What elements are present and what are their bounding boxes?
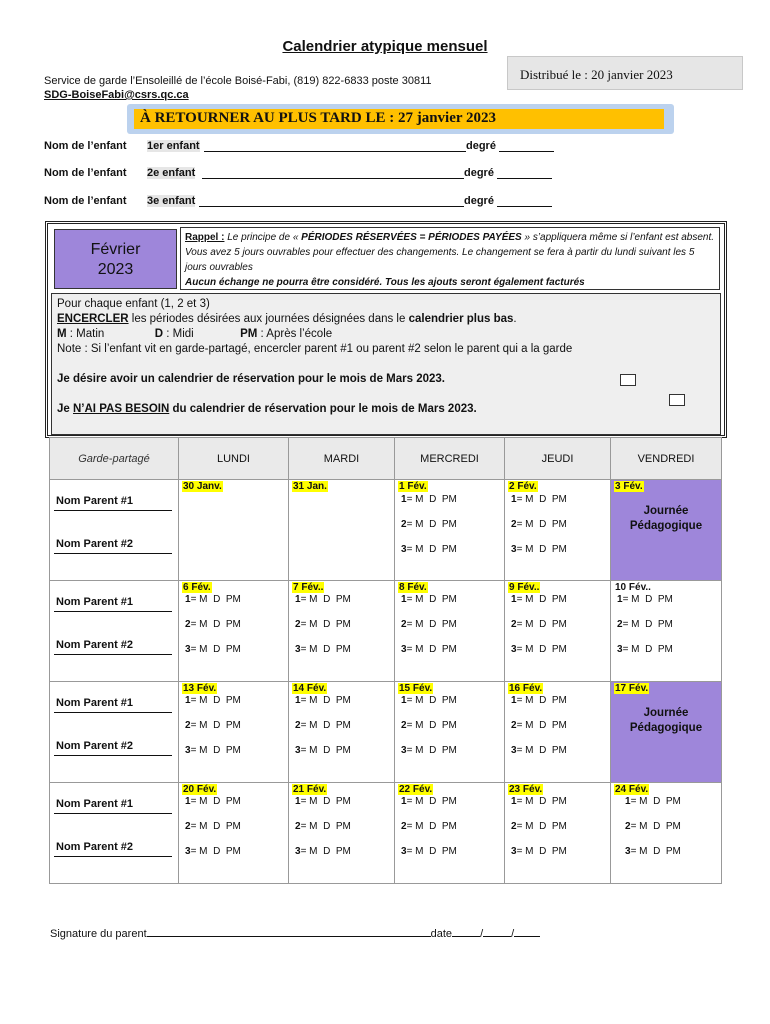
- date-label: date: [430, 928, 453, 940]
- day-cell: [289, 682, 395, 783]
- day-date: 30 Janv.: [183, 481, 222, 492]
- child-3-options[interactable]: 3= M D PM: [185, 846, 241, 857]
- no-need-checkbox[interactable]: [669, 394, 685, 406]
- page-title: Calendrier atypique mensuel: [282, 38, 488, 55]
- date-day-field[interactable]: [452, 927, 480, 937]
- parent-2-field[interactable]: [54, 654, 172, 655]
- legend-pm: PM: [240, 328, 258, 340]
- pedagogical-label: [611, 504, 721, 534]
- week-row: [50, 682, 722, 783]
- child-3-options[interactable]: 3= M D PM: [401, 846, 457, 857]
- reminder-box: [180, 227, 720, 290]
- day-date: 20 Fév.: [183, 784, 217, 795]
- day-date: 15 Fév.: [399, 683, 433, 694]
- day-cell: [611, 783, 722, 884]
- parent-1-field[interactable]: [54, 611, 172, 612]
- child-ordinal: 1er enfant: [147, 140, 200, 152]
- week-row: [50, 783, 722, 884]
- day-cell: [289, 783, 395, 884]
- ped-line-1: Journée: [643, 505, 689, 517]
- email-link[interactable]: SDG-BoiseFabi@csrs.qc.ca: [44, 89, 189, 101]
- child-3-options[interactable]: 3= M D PM: [617, 644, 673, 655]
- day-date: 16 Fév.: [509, 683, 543, 694]
- no-need-rest: du calendrier de réservation pour le mois de Mars 2023.: [169, 403, 477, 415]
- signature-label: Signature du parent: [50, 928, 147, 940]
- child-row-3: [44, 195, 494, 207]
- note-line: Note : Si l’enfant vit en garde-partagé, encercler parent #1 ou parent #2 selon le parent qui a la garde: [57, 343, 573, 355]
- day-date: 1 Fév.: [399, 481, 427, 492]
- degree-label: degré: [464, 167, 494, 179]
- child-2-options[interactable]: 2= M D PM: [511, 619, 567, 630]
- week-row: [50, 581, 722, 682]
- child-row-2: [44, 167, 494, 179]
- degree-field[interactable]: [497, 195, 552, 207]
- child-label: Nom de l’enfant: [44, 140, 127, 152]
- header-vendredi: VENDREDI: [611, 438, 722, 480]
- child-3-options[interactable]: 3= M D PM: [295, 745, 351, 756]
- ped-line-2: Pédagogique: [629, 722, 703, 734]
- parent-2-label: Nom Parent #2: [56, 538, 134, 550]
- degree-label: degré: [466, 140, 496, 152]
- encercler-word: ENCERCLER: [57, 313, 129, 325]
- legend-m: M: [57, 328, 67, 340]
- no-need-text: [57, 402, 477, 417]
- date-year-field[interactable]: [514, 927, 540, 937]
- day-date: 6 Fév.: [183, 582, 211, 593]
- degree-field[interactable]: [497, 167, 552, 179]
- day-date: 24 Fév.: [615, 784, 649, 795]
- parent-1-label: Nom Parent #1: [56, 798, 134, 810]
- ped-line-2: Pédagogique: [629, 520, 703, 532]
- calendar-header-row: [50, 438, 722, 480]
- service-info: Service de garde l’Ensoleillé de l’école Boisé-Fabi, (819) 822-6833 poste 30811: [44, 75, 432, 87]
- day-date: 8 Fév.: [399, 582, 427, 593]
- day-cell: [395, 682, 505, 783]
- child-3-options[interactable]: 3= M D PM: [185, 644, 241, 655]
- child-name-field[interactable]: [202, 167, 464, 179]
- child-2-options[interactable]: 2= M D PM: [185, 720, 241, 731]
- parent-1-field[interactable]: [54, 813, 172, 814]
- day-cell: [395, 783, 505, 884]
- child-label: Nom de l’enfant: [44, 195, 127, 207]
- day-date: 3 Fév.: [615, 481, 643, 492]
- day-date: 13 Fév.: [183, 683, 217, 694]
- legend-m-text: : Matin: [66, 328, 105, 340]
- parent-1-field[interactable]: [54, 712, 172, 713]
- child-ordinal: 2e enfant: [147, 167, 196, 179]
- reminder-text: » s’appliquera même si l’enfant est absent. Vous avez 5 jours ouvrables pour effectuer des changements. Le changement se fera à partir du lundi suivant les 5 jours ouvrables: [185, 232, 715, 273]
- day-date: 2 Fév.: [509, 481, 537, 492]
- no-need-emph: N’AI PAS BESOIN: [73, 403, 170, 415]
- day-date: 21 Fév.: [293, 784, 327, 795]
- pedagogical-day-cell: [611, 480, 722, 581]
- child-3-options[interactable]: 3= M D PM: [295, 644, 351, 655]
- parent-cell: [50, 783, 179, 884]
- signature-line: [50, 927, 540, 940]
- child-2-options[interactable]: 2= M D PM: [185, 619, 241, 630]
- child-1-options[interactable]: 1= M D PM: [185, 796, 241, 807]
- child-1-options[interactable]: 1= M D PM: [401, 594, 457, 605]
- parent-cell: [50, 581, 179, 682]
- parent-cell: [50, 682, 179, 783]
- child-2-options[interactable]: 2= M D PM: [625, 821, 681, 832]
- no-need-je: Je: [57, 403, 73, 415]
- ped-line-1: Journée: [643, 707, 689, 719]
- child-row-1: [44, 140, 496, 152]
- legend-d: D: [154, 328, 164, 340]
- parent-1-label: Nom Parent #1: [56, 697, 134, 709]
- child-name-field[interactable]: [204, 140, 466, 152]
- legend-line: [57, 327, 715, 342]
- instructions-text: les périodes désirées aux journées désignées dans le: [128, 313, 409, 325]
- return-deadline: À RETOURNER AU PLUS TARD LE : 27 janvier 2023: [134, 109, 664, 129]
- child-1-options[interactable]: 1= M D PM: [511, 594, 567, 605]
- child-1-options[interactable]: 1= M D PM: [185, 594, 241, 605]
- child-3-options[interactable]: 3= M D PM: [295, 846, 351, 857]
- want-calendar-text: Je désire avoir un calendrier de réservation pour le mois de Mars 2023.: [57, 373, 445, 385]
- day-cell: [505, 682, 611, 783]
- child-1-options[interactable]: 1= M D PM: [295, 695, 351, 706]
- child-2-options[interactable]: 2= M D PM: [295, 821, 351, 832]
- child-1-options[interactable]: 1= M D PM: [295, 796, 351, 807]
- legend-pm-text: : Après l’école: [257, 328, 333, 340]
- child-3-options[interactable]: 3= M D PM: [511, 544, 567, 555]
- day-cell: [395, 581, 505, 682]
- parent-cell: [50, 480, 179, 581]
- month-box: [54, 229, 177, 289]
- child-1-options[interactable]: 1= M D PM: [295, 594, 351, 605]
- parent-1-field[interactable]: [54, 510, 172, 511]
- day-cell: [611, 581, 722, 682]
- day-date: 10 Fév..: [615, 582, 651, 593]
- child-2-options[interactable]: 2= M D PM: [185, 821, 241, 832]
- signature-field[interactable]: [147, 927, 431, 937]
- child-2-options[interactable]: 2= M D PM: [295, 720, 351, 731]
- pedagogical-day-cell: [611, 682, 722, 783]
- date-month-field[interactable]: [483, 927, 511, 937]
- day-cell: [395, 480, 505, 581]
- legend-d-text: : Midi: [163, 328, 194, 340]
- header-jeudi: JEUDI: [505, 438, 611, 480]
- child-1-options[interactable]: 1= M D PM: [511, 695, 567, 706]
- parent-2-field[interactable]: [54, 755, 172, 756]
- child-1-options[interactable]: 1= M D PM: [625, 796, 681, 807]
- reminder-label: Rappel :: [185, 232, 225, 243]
- reminder-bold: PÉRIODES RÉSERVÉES = PÉRIODES PAYÉES: [301, 232, 522, 243]
- date-separator: /: [511, 928, 515, 940]
- day-cell: [179, 581, 289, 682]
- day-date: 7 Fév..: [293, 582, 324, 593]
- parent-2-label: Nom Parent #2: [56, 841, 134, 853]
- child-3-options[interactable]: 3= M D PM: [511, 846, 567, 857]
- day-date: 22 Fév.: [399, 784, 433, 795]
- instructions-line: Pour chaque enfant (1, 2 et 3): [57, 298, 210, 310]
- day-cell: [505, 783, 611, 884]
- child-3-options[interactable]: 3= M D PM: [401, 644, 457, 655]
- day-date: 14 Fév.: [293, 683, 327, 694]
- header-garde: Garde-partagé: [50, 438, 179, 480]
- header-lundi: LUNDI: [179, 438, 289, 480]
- child-2-options[interactable]: 2= M D PM: [401, 821, 457, 832]
- child-1-options[interactable]: 1= M D PM: [511, 494, 567, 505]
- day-cell: [289, 581, 395, 682]
- child-1-options[interactable]: 1= M D PM: [401, 494, 457, 505]
- parent-2-label: Nom Parent #2: [56, 639, 134, 651]
- month-year: 2023: [97, 261, 134, 278]
- day-date: 23 Fév.: [509, 784, 543, 795]
- child-2-options[interactable]: 2= M D PM: [295, 619, 351, 630]
- week-row: [50, 480, 722, 581]
- day-date: 9 Fév..: [509, 582, 540, 593]
- child-2-options[interactable]: 2= M D PM: [401, 519, 457, 530]
- day-cell: [289, 480, 395, 581]
- instructions-box: [51, 293, 721, 435]
- child-3-options[interactable]: 3= M D PM: [185, 745, 241, 756]
- child-2-options[interactable]: 2= M D PM: [617, 619, 673, 630]
- child-2-options[interactable]: 2= M D PM: [401, 720, 457, 731]
- day-cell: [179, 480, 289, 581]
- instructions-bold: calendrier plus bas: [408, 313, 514, 325]
- child-1-options[interactable]: 1= M D PM: [617, 594, 673, 605]
- day-cell: [179, 783, 289, 884]
- child-1-options[interactable]: 1= M D PM: [401, 796, 457, 807]
- calendar-table: [49, 437, 722, 884]
- reminder-text: Le principe de «: [224, 232, 302, 243]
- pedagogical-label: [611, 706, 721, 736]
- parent-1-label: Nom Parent #1: [56, 596, 134, 608]
- want-calendar-checkbox[interactable]: [620, 374, 636, 386]
- day-cell: [179, 682, 289, 783]
- header-mardi: MARDI: [289, 438, 395, 480]
- child-1-options[interactable]: 1= M D PM: [401, 695, 457, 706]
- child-3-options[interactable]: 3= M D PM: [511, 745, 567, 756]
- day-cell: [505, 581, 611, 682]
- child-label: Nom de l’enfant: [44, 167, 127, 179]
- parent-2-label: Nom Parent #2: [56, 740, 134, 752]
- degree-label: degré: [464, 195, 494, 207]
- child-3-options[interactable]: 3= M D PM: [625, 846, 681, 857]
- child-2-options[interactable]: 2= M D PM: [511, 519, 567, 530]
- day-date: 31 Jan.: [293, 481, 327, 492]
- day-date: 17 Fév.: [615, 683, 649, 694]
- instructions-line: ENCERCLER les périodes désirées aux journées désignées dans le calendrier plus bas.: [57, 313, 517, 325]
- child-1-options[interactable]: 1= M D PM: [185, 695, 241, 706]
- day-cell: [505, 480, 611, 581]
- month-name: Février: [90, 241, 141, 258]
- child-name-field[interactable]: [199, 195, 464, 207]
- child-3-options[interactable]: 3= M D PM: [401, 745, 457, 756]
- child-2-options[interactable]: 2= M D PM: [511, 821, 567, 832]
- parent-1-label: Nom Parent #1: [56, 495, 134, 507]
- distribution-date: Distribué le : 20 janvier 2023: [507, 56, 743, 90]
- date-separator: /: [480, 928, 484, 940]
- child-3-options[interactable]: 3= M D PM: [401, 544, 457, 555]
- child-1-options[interactable]: 1= M D PM: [511, 796, 567, 807]
- child-3-options[interactable]: 3= M D PM: [511, 644, 567, 655]
- child-2-options[interactable]: 2= M D PM: [511, 720, 567, 731]
- reminder-warning: Aucun échange ne pourra être considéré. Tous les ajouts seront également facturés: [185, 277, 585, 288]
- child-2-options[interactable]: 2= M D PM: [401, 619, 457, 630]
- parent-2-field[interactable]: [54, 553, 172, 554]
- header-mercredi: MERCREDI: [395, 438, 505, 480]
- degree-field[interactable]: [499, 140, 554, 152]
- parent-2-field[interactable]: [54, 856, 172, 857]
- child-ordinal: 3e enfant: [147, 195, 196, 207]
